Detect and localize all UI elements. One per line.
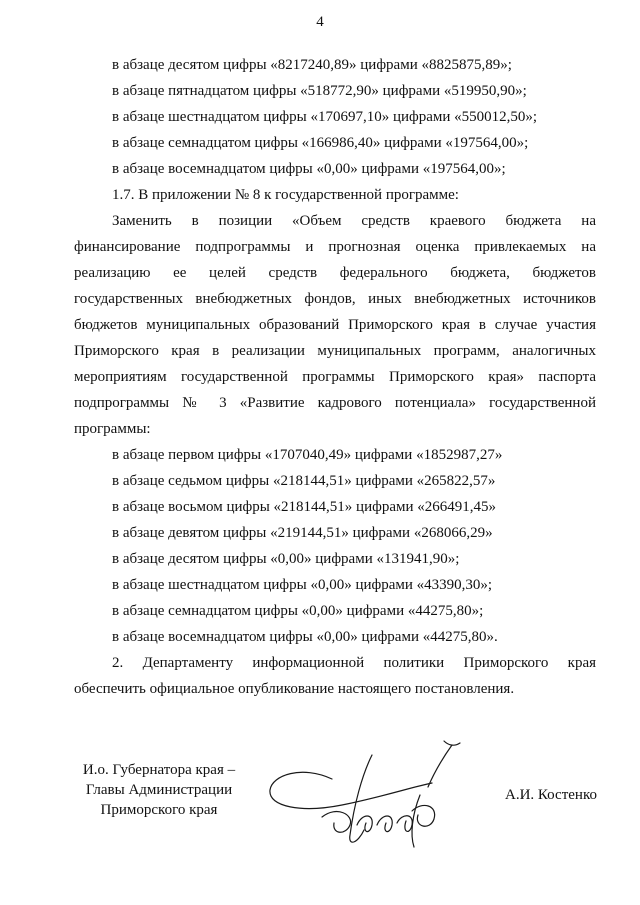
item-1-7-heading: 1.7. В приложении № 8 к государственной программе:	[112, 187, 459, 203]
replace-paragraph-line: государственных внебюджетных фондов, иных внебюджетных источников	[74, 291, 596, 307]
signatory-title	[74, 760, 244, 820]
replace-paragraph-line: мероприятиям государственной программы Приморского края» паспорта	[74, 369, 596, 385]
replace-paragraph-line: бюджетов муниципальных образований Приморского края в случае участия	[74, 317, 596, 333]
item-2-second-line: обеспечить официальное опубликование настоящего постановления.	[74, 681, 515, 697]
replace-paragraph-line: Приморского края в реализации муниципальных программ, аналогичных	[74, 343, 596, 359]
amendment-line: в абзаце первом цифры «1707040,49» цифрами «1852987,27»	[112, 447, 503, 463]
amendment-line: в абзаце пятнадцатом цифры «518772,90» цифрами «519950,90»;	[112, 83, 527, 99]
amendment-line: в абзаце восемнадцатом цифры «0,00» цифрами «44275,80».	[112, 629, 498, 645]
amendment-line: в абзаце восьмом цифры «218144,51» цифрами «266491,45»	[112, 499, 496, 515]
replace-paragraph-last-line: программы:	[74, 421, 151, 437]
replace-paragraph-first-line: Заменить в позиции «Объем средств краевого бюджета на	[112, 213, 596, 229]
signatory-title-line: Главы Администрации	[85, 782, 233, 798]
signatory-title-line: И.о. Губернатора края –	[82, 762, 236, 778]
replace-paragraph-line: реализацию ее целей средств федерального бюджета, бюджетов	[74, 265, 596, 281]
amendment-line: в абзаце шестнадцатом цифры «170697,10» цифрами «550012,50»;	[112, 109, 538, 125]
replace-paragraph-line: финансирование подпрограммы и прогнозная оценка привлекаемых на	[74, 239, 596, 255]
amendment-line: в абзаце семнадцатом цифры «0,00» цифрами «44275,80»;	[112, 603, 484, 619]
amendment-line: в абзаце десятом цифры «8217240,89» цифрами «8825875,89»;	[112, 57, 512, 73]
signatory-name: А.И. Костенко	[505, 787, 597, 803]
amendment-line: в абзаце семнадцатом цифры «166986,40» цифрами «197564,00»;	[112, 135, 529, 151]
amendment-line: в абзаце шестнадцатом цифры «0,00» цифрами «43390,30»;	[112, 577, 493, 593]
replace-paragraph-line: подпрограммы № 3 «Развитие кадрового потенциала» государственной	[74, 395, 596, 411]
item-2-first-line: 2. Департаменту информационной политики Приморского края	[112, 655, 596, 671]
handwritten-signature	[262, 735, 492, 855]
amendment-line: в абзаце восемнадцатом цифры «0,00» цифрами «197564,00»;	[112, 161, 506, 177]
page-number: 4	[316, 14, 324, 30]
amendment-line: в абзаце десятом цифры «0,00» цифрами «131941,90»;	[112, 551, 460, 567]
signatory-title-line: Приморского края	[100, 802, 218, 818]
amendment-line: в абзаце девятом цифры «219144,51» цифрами «268066,29»	[112, 525, 493, 541]
amendment-line: в абзаце седьмом цифры «218144,51» цифрами «265822,57»	[112, 473, 496, 489]
